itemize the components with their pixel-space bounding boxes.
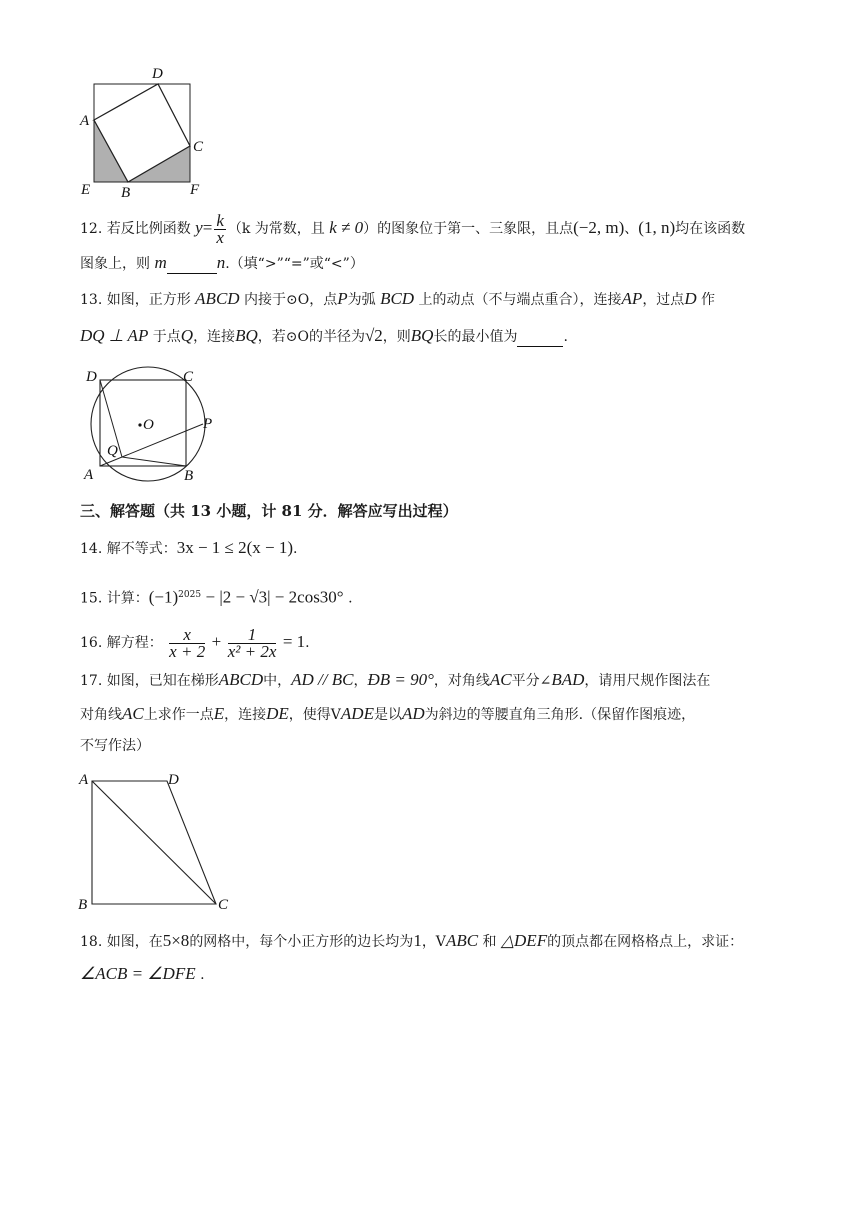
- fig13-label-o: O: [143, 417, 154, 433]
- fig11-label-a: A: [80, 113, 90, 129]
- q18-line2: ∠ACB = ∠DFE .: [80, 964, 205, 983]
- q13-line2: DQ ⊥ AP 于点Q，连接BQ，若⊙O的半径为√2，则BQ长的最小值为 .: [80, 326, 568, 345]
- fig11-diagram: [78, 64, 218, 199]
- fig17-label-c: C: [218, 897, 229, 913]
- q17-line3: 不写作法）: [80, 738, 150, 754]
- q14: 14. 解不等式：3x − 1 ≤ 2(x − 1).: [80, 538, 298, 557]
- q13-answer-blank: [517, 332, 563, 347]
- fig11-label-d: D: [152, 66, 163, 82]
- fig11-label-c: C: [193, 139, 204, 155]
- q17-line1: 17. 如图，已知在梯形ABCD中，AD // BC，ÐB = 90°，对角线AC平分∠BAD，请用尺规作图法在: [80, 670, 711, 689]
- fig11-label-b: B: [121, 185, 131, 201]
- q13-line1: 13. 如图，正方形 ABCD 内接于⊙O，点P为弧 BCD 上的动点（不与端点重合），连接AP，过点D 作: [80, 289, 716, 308]
- fig13-label-b: B: [184, 468, 194, 484]
- fig17-label-a: A: [79, 772, 89, 788]
- fig13-line-bq: [122, 457, 186, 466]
- q12-line2: 图象上，则 m n.（填“>”“=”或“<”）: [80, 253, 364, 272]
- q16-fraction-2: $\frac{1}{\text{x² + 2x}}$: [227, 624, 277, 661]
- q12-line1: 12. 若反比例函数 y= $\frac{k}{x}$ （k 为常数，且 k ≠ 0）的图象位于第一、三象限，且点(−2, m)、(1, n)均在该函数: [80, 210, 746, 247]
- fig17-label-b: B: [78, 897, 88, 913]
- fig13-label-a: A: [84, 467, 94, 483]
- fig17-diagram: [76, 768, 246, 918]
- q17-line2: 对角线AC上求作一点E，连接DE，使得VADE是以AD为斜边的等腰直角三角形.（保留作图痕迹，: [80, 704, 696, 723]
- q16-fraction-1: $\frac{x}{x + 2}$: [169, 624, 206, 661]
- fig11-label-e: E: [81, 182, 91, 198]
- section-3-title: 三、解答题（共 13 小题，计 81 分．解答应写出过程）: [80, 502, 458, 520]
- fig17-diagonal-ac: [92, 781, 216, 904]
- fig13-label-c: C: [183, 369, 194, 385]
- fig13-center-dot: [138, 423, 141, 426]
- fig13-diagram: [76, 364, 226, 490]
- q12-fraction: $\frac{k}{x}$: [216, 210, 224, 247]
- fig17-label-d: D: [168, 772, 179, 788]
- q12-answer-blank: [167, 259, 217, 274]
- fig13-label-d: D: [86, 369, 97, 385]
- fig13-label-q: Q: [107, 443, 118, 459]
- q18-line1: 18. 如图，在5×8的网格中，每个小正方形的边长均为1，VABC 和 △DEF的顶点都在网格格点上，求证：: [80, 931, 744, 950]
- fig13-label-p: P: [203, 416, 213, 432]
- fig11-label-f: F: [190, 182, 200, 198]
- q15: 15. 计算：$(-1)^{2025} - |2 - √3| - 2\cos 30^\circ$ .: [80, 587, 353, 607]
- q16: 16. 解方程： $\frac{x}{x + 2}$ + $\frac{1}{\text{x² + 2x}}$ = 1.: [80, 624, 310, 661]
